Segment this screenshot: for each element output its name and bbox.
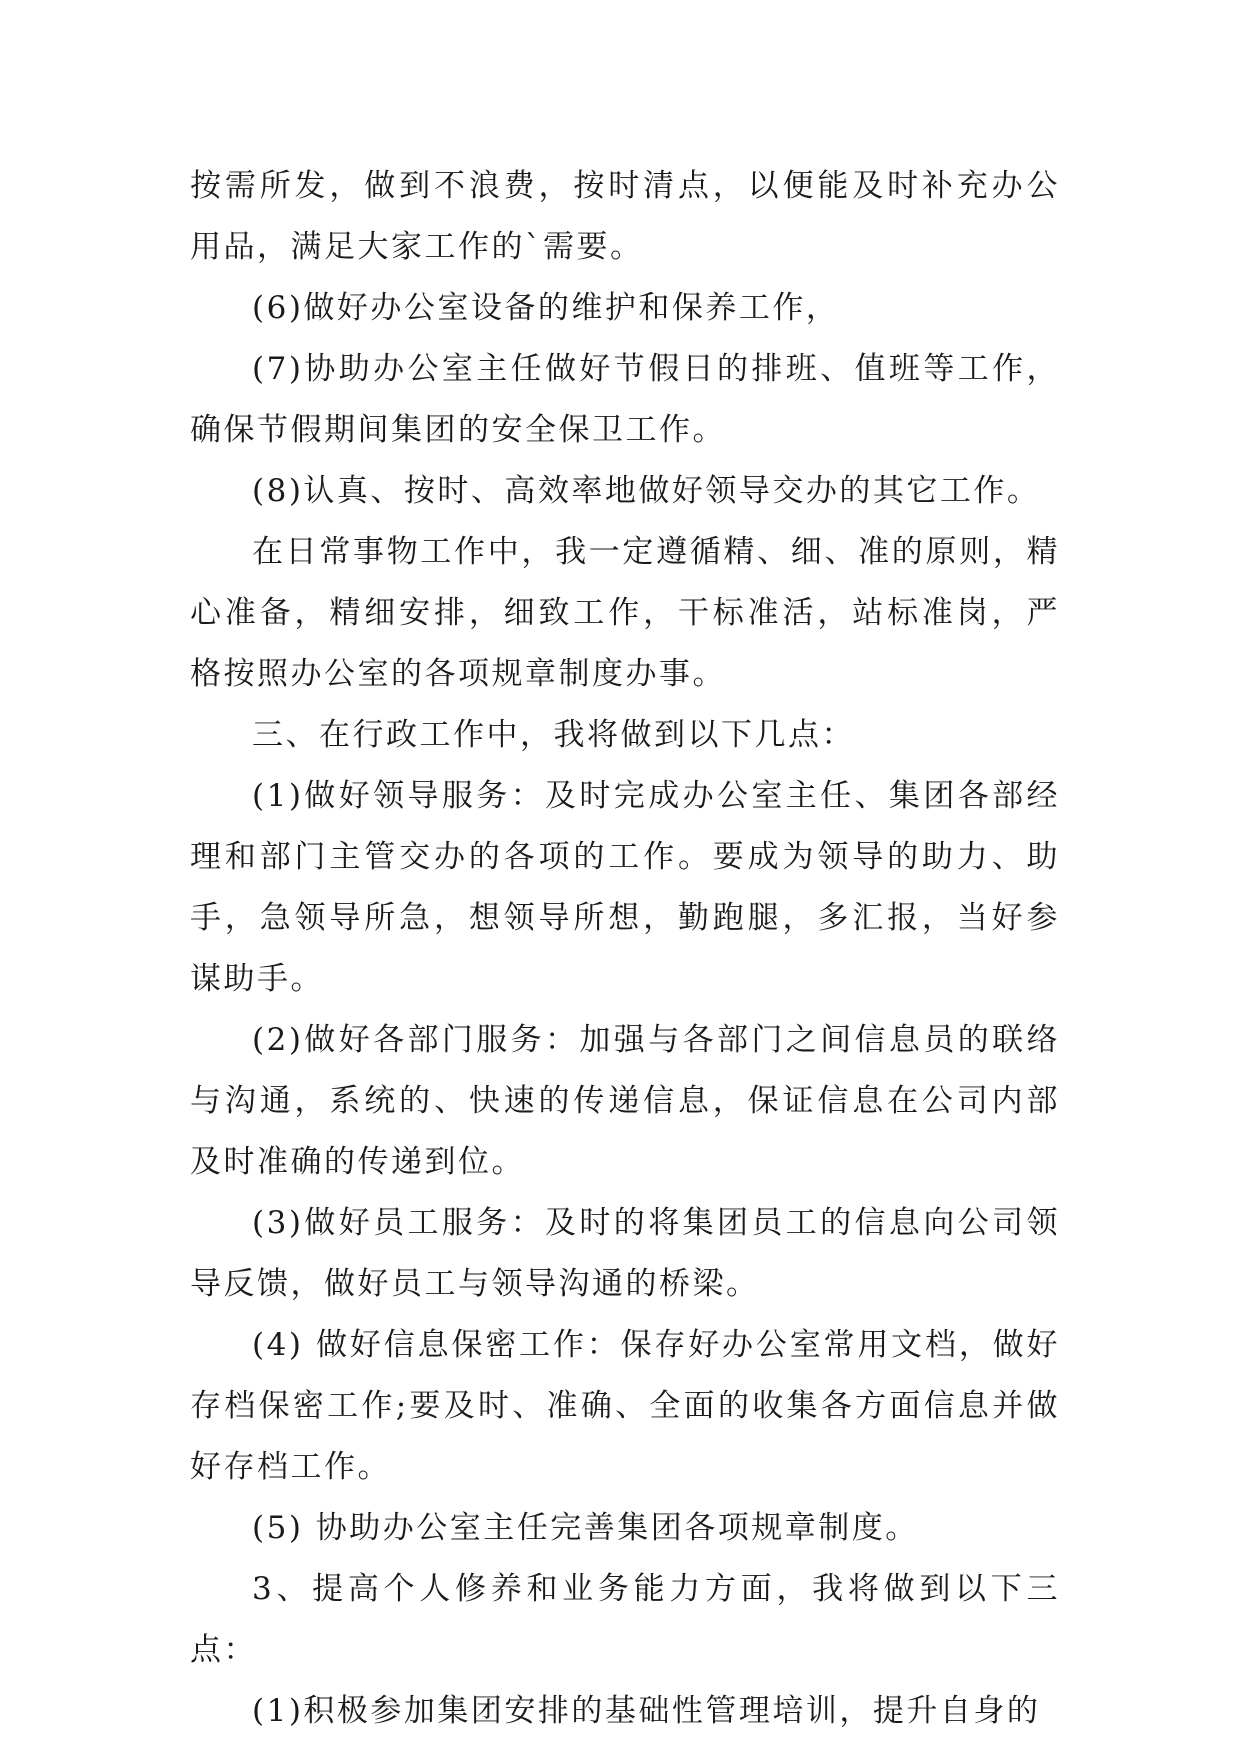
paragraph-8: (2)做好各部门服务：加强与各部门之间信息员的联络与沟通，系统的、快速的传递信息，保证信息在公司内部及时准确的传递到位。 bbox=[190, 1022, 1060, 1180]
paragraph-9: (3)做好员工服务：及时的将集团员工的信息向公司领导反馈，做好员工与领导沟通的桥梁。 bbox=[190, 1205, 1060, 1302]
paragraph-12: 3、提高个人修养和业务能力方面，我将做到以下三点： bbox=[190, 1571, 1060, 1668]
paragraph-10: (4) 做好信息保密工作：保存好办公室常用文档，做好存档保密工作;要及时、准确、全面的收集各方面信息并做好存档工作。 bbox=[190, 1327, 1060, 1485]
document-body bbox=[190, 156, 1060, 1742]
paragraph-4: (8)认真、按时、高效率地做好领导交办的其它工作。 bbox=[252, 473, 1041, 509]
paragraph-6: 三、在行政工作中，我将做到以下几点： bbox=[252, 717, 855, 753]
paragraph-13: (1)积极参加集团安排的基础性管理培训，提升自身的 bbox=[252, 1693, 1041, 1729]
paragraph-3: (7)协助办公室主任做好节假日的排班、值班等工作，确保节假期间集团的安全保卫工作。 bbox=[190, 351, 1060, 448]
paragraph-2: (6)做好办公室设备的维护和保养工作， bbox=[252, 290, 840, 326]
paragraph-11: (5) 协助办公室主任完善集团各项规章制度。 bbox=[252, 1510, 919, 1546]
paragraph-5: 在日常事物工作中，我一定遵循精、细、准的原则，精心准备，精细安排，细致工作，干标准活，站标准岗，严格按照办公室的各项规章制度办事。 bbox=[190, 534, 1060, 692]
paragraph-1: 按需所发，做到不浪费，按时清点，以便能及时补充办公用品，满足大家工作的`需要。 bbox=[190, 168, 1060, 265]
paragraph-7: (1)做好领导服务：及时完成办公室主任、集团各部经理和部门主管交办的各项的工作。要成为领导的助力、助手，急领导所急，想领导所想，勤跑腿，多汇报，当好参谋助手。 bbox=[190, 778, 1060, 997]
